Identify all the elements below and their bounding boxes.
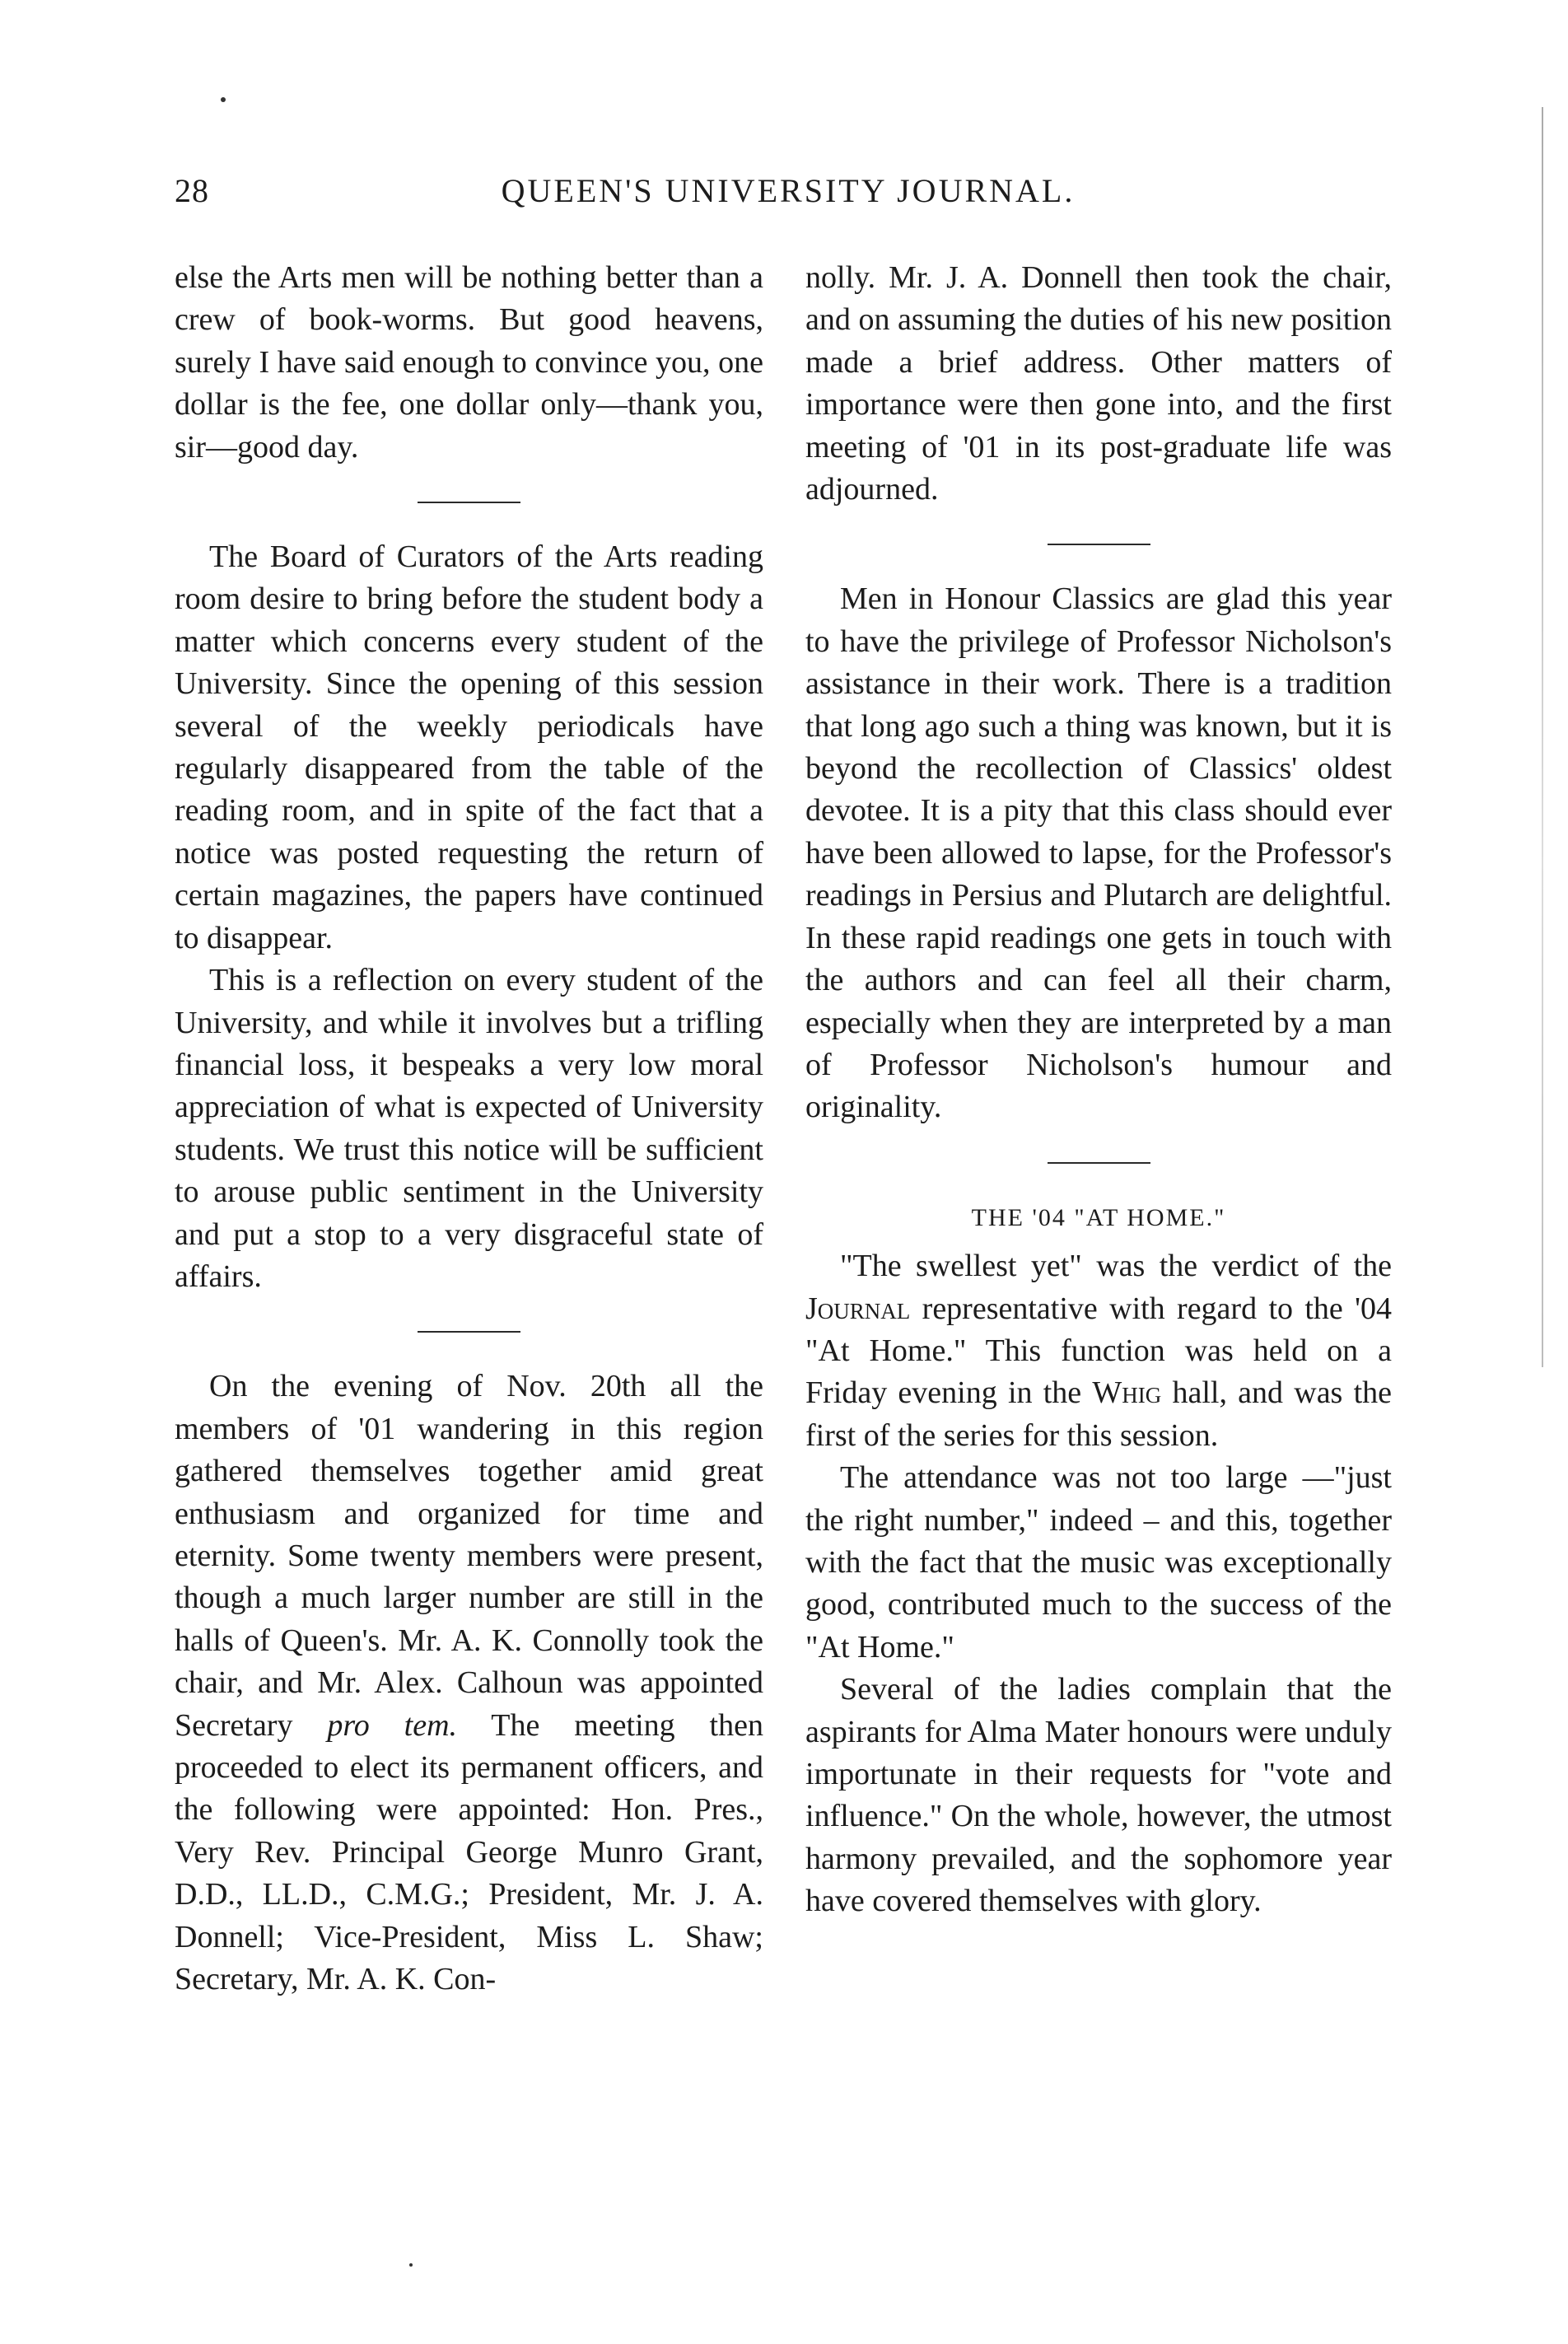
running-title: QUEEN'S UNIVERSITY JOURNAL.	[501, 172, 1076, 209]
text-run: The meeting then proceeded to elect its permanent officers, and the following were appointed: Hon. Pres., Very Rev. Principal George Munro Grant, D.D., LL.D., C.M.G.; President, Mr. J. A. Donnell; Vice-President, Miss L. Shaw; Secretary, Mr. A. K. Con-	[175, 1707, 763, 1997]
binding-edge-mark	[1542, 107, 1543, 1367]
section-divider	[418, 502, 520, 503]
text-run: "The swellest yet" was the verdict of the	[840, 1249, 1392, 1284]
paragraph-continuation: nolly. Mr. J. A. Donnell then took the chair, and on assuming the duties of his new position made a brief address. Other matters of importance were then gone into, and the first meeting of '01 in its post-graduate life was adjourned.	[805, 260, 1392, 507]
small-caps-run: Whig	[1092, 1375, 1162, 1411]
ink-speck-bottom	[409, 2263, 413, 2267]
ink-speck-top	[221, 97, 226, 102]
paragraph-continuation: else the Arts men will be nothing better than a crew of book-worms. But good heavens, surely I have said enough to convince you, one dollar is the fee, one dollar only—thank you, sir—good day.	[175, 260, 763, 465]
paragraph-reading-room: The Board of Curators of the Arts reading room desire to bring before the student body a matter which concerns every student of the University. Since the opening of this session several of the weekly periodicals have regularly disappeared from the table of the reading room, and in spite of the fact that a notice was posted requesting the return of certain magazines, the papers have continued to disappear.	[175, 539, 763, 955]
right-column	[805, 257, 1392, 1923]
section-divider	[1048, 544, 1150, 545]
text-run: representative with regard to the '04 "At Home." This function was held on a Friday evening in the	[805, 1291, 1392, 1411]
section-divider	[418, 1331, 520, 1333]
page-number: 28	[175, 172, 209, 209]
paragraph-class-of-01	[175, 1366, 763, 2001]
page-header	[175, 171, 1402, 221]
paragraph-reflection: This is a reflection on every student of the University, and while it involves but a trifling financial loss, it bespeaks a very low moral appreciation of what is expected of University students. We trust this notice will be sufficient to arouse public sentiment in the University and put a stop to a very disgraceful state of affairs.	[175, 963, 763, 1294]
section-heading: THE '04 "AT HOME."	[971, 1203, 1226, 1231]
paragraph-attendance: The attendance was not too large —"just the right number," indeed – and this, together with the fact that the music was exceptionally good, contributed much to the success of the "At Home."	[805, 1460, 1392, 1665]
italic-run: pro tem.	[327, 1707, 458, 1743]
text-run: On the evening of Nov. 20th all the members of '01 wandering in this region gathered themselves together amid great enthusiasm and organized for time and eternity. Some twenty members were present, though a much larger number are still in the halls of Queen's. Mr. A. K. Connolly took the chair, and Mr. Alex. Calhoun was appointed Secretary	[175, 1369, 763, 1743]
paragraph-honour-classics: Men in Honour Classics are glad this year to have the privilege of Professor Nicholson's assistance in their work. There is a tradition that long ago such a thing was known, but it is beyond the recollection of Classics' oldest devotee. It is a pity that this class should ever have been allowed to lapse, for the Professor's readings in Persius and Plutarch are delightful. In these rapid readings one gets in touch with the authors and can feel all their charm, especially when they are interpreted by a man of Professor Nicholson's humour and originality.	[805, 581, 1392, 1125]
small-caps-run: Journal	[805, 1291, 911, 1326]
text-run: hall, and was the first of the series for this session.	[805, 1375, 1392, 1453]
paragraph-at-home	[805, 1245, 1392, 1457]
section-divider	[1048, 1162, 1150, 1164]
left-column	[175, 257, 763, 2001]
paragraph-ladies: Several of the ladies complain that the aspirants for Alma Mater honours were unduly importunate in their requests for "vote and influence." On the whole, however, the utmost harmony prevailed, and the sophomore year have covered themselves with glory.	[805, 1672, 1392, 1919]
